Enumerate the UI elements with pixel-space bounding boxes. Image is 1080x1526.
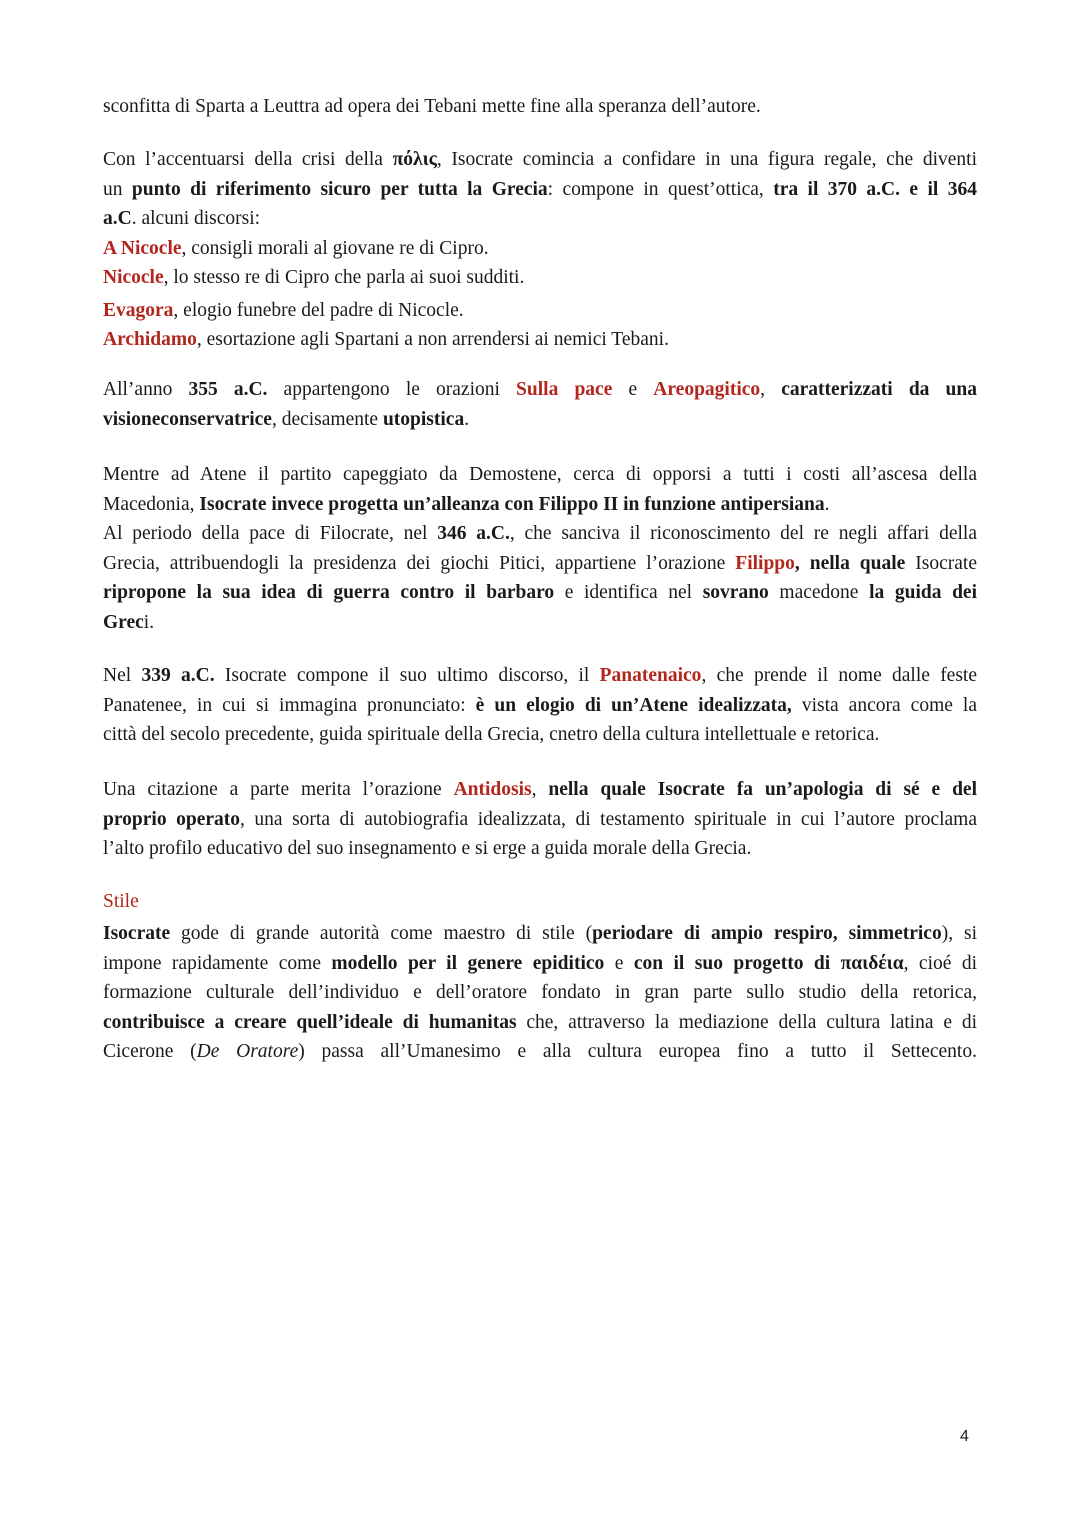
page-number: 4: [960, 1428, 969, 1445]
paragraph-panatenaico: [103, 661, 977, 750]
paragraph-intro: [103, 92, 977, 122]
section-stile-heading: [103, 887, 977, 917]
text-line: Mentre ad Atene il partito capeggiato da Demostene, cerca di opporsi a tutti i costi all’ascesa della: [103, 464, 977, 485]
paragraph-355: [103, 375, 977, 434]
list-item: A Nicocle, consigli morali al giovane re di Cipro.: [103, 237, 489, 259]
paragraph-macedonia: [103, 460, 977, 637]
text-line: Grecia, attribuendogli la presidenza dei giochi Pitici, appartiene l’orazione Filippo, nella quale Isocrate: [103, 552, 977, 574]
text-line: Panatenee, in cui si immagina pronunciato: è un elogio di un’Atene idealizzata, vista ancora come la: [103, 694, 977, 716]
text-line: Con l’accentuarsi della crisi della πόλις, Isocrate comincia a confidare in una figura regale, che diventi: [103, 149, 977, 170]
paragraph-crisis: [103, 145, 977, 355]
text-line: Una citazione a parte merita l’orazione Antidosis, nella quale Isocrate fa un’apologia di sé e del: [103, 779, 977, 800]
text-line: visioneconservatrice, decisamente utopistica.: [103, 408, 470, 430]
text-line: l’alto profilo educativo del suo insegnamento e si erge a guida morale della Grecia.: [103, 838, 752, 859]
text-line: Macedonia, Isocrate invece progetta un’alleanza con Filippo II in funzione antipersiana.: [103, 493, 830, 515]
text-line: impone rapidamente come modello per il genere epiditico e con il suo progetto di παιδέια, cioé di: [103, 952, 977, 974]
text-line: All’anno 355 a.C. appartengono le orazioni Sulla pace e Areopagitico, caratterizzati da una: [103, 379, 977, 400]
text-line: formazione culturale dell’individuo e dell’oratore fondato in gran parte sullo studio della retorica,: [103, 982, 977, 1003]
text-line: città del secolo precedente, guida spirituale della Grecia, cnetro della cultura intellettuale e retorica.: [103, 724, 880, 745]
paragraph-antidosis: [103, 775, 977, 864]
text-line: Nel 339 a.C. Isocrate compone il suo ultimo discorso, il Panatenaico, che prende il nome dalle feste: [103, 665, 977, 686]
text-line: sconfitta di Sparta a Leuttra ad opera dei Tebani mette fine alla speranza dell’autore.: [103, 96, 761, 117]
text-line: ripropone la sua idea di guerra contro il barbaro e identifica nel sovrano macedone la guida dei: [103, 582, 977, 603]
list-item: Evagora, elogio funebre del padre di Nicocle.: [103, 299, 464, 321]
section-heading: Stile: [103, 891, 139, 912]
text-line: un punto di riferimento sicuro per tutta la Grecia: compone in quest’ottica, tra il 370 a.C. e il 364: [103, 178, 977, 200]
text-line: a.C. alcuni discorsi:: [103, 208, 261, 229]
text-line: proprio operato, una sorta di autobiografia idealizzata, di testamento spirituale in cui l’autore proclama: [103, 808, 977, 830]
text-line: Al periodo della pace di Filocrate, nel 346 a.C., che sanciva il riconoscimento del re negli affari della: [103, 523, 977, 544]
paragraph-stile: [103, 919, 977, 1067]
list-item: Archidamo, esortazione agli Spartani a non arrendersi ai nemici Tebani.: [103, 329, 669, 350]
text-line: contribuisce a creare quell’ideale di humanitas che, attraverso la mediazione della cultura latina e di: [103, 1011, 977, 1033]
text-line: Isocrate gode di grande autorità come maestro di stile (periodare di ampio respiro, simmetrico), si: [103, 923, 977, 944]
text-line: Greci.: [103, 611, 155, 633]
text-line: Cicerone (De Oratore) passa all’Umanesimo e alla cultura europea fino a tutto il Settecento.: [103, 1041, 977, 1062]
list-item: Nicocle, lo stesso re di Cipro che parla ai suoi sudditi.: [103, 267, 525, 288]
